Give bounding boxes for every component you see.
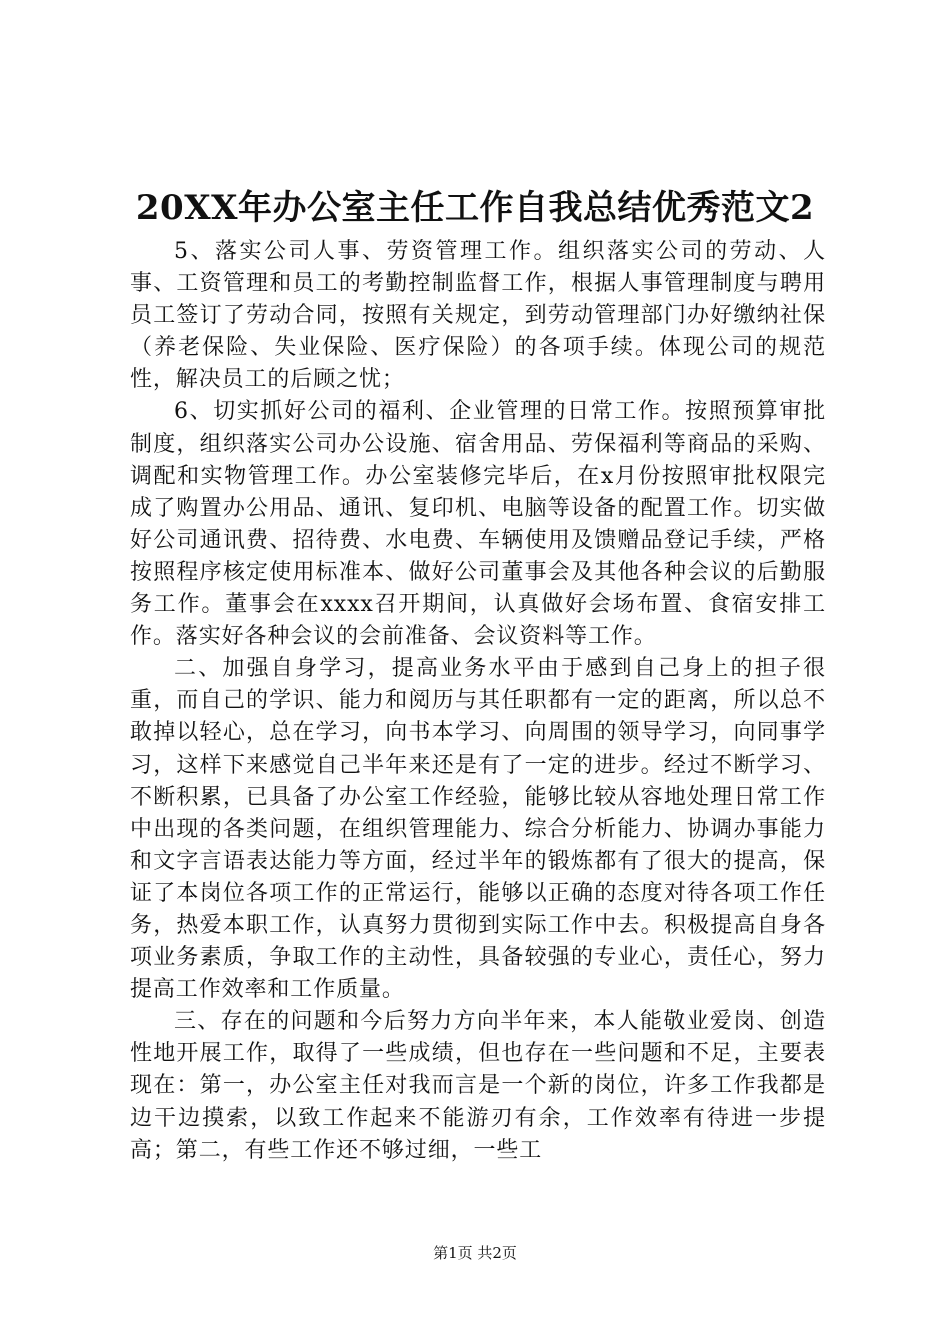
paragraph-section-3: 三、存在的问题和今后努力方向半年来，本人能敬业爱岗、创造性地开展工作，取得了一些成绩，但也存在一些问题和不足，主要表现在：第一，办公室主任对我而言是一个新的岗位，许多工作我都是边干边摸索，以致工作起来不能游刃有余，工作效率有待进一步提高；第二，有些工作还不够过细，一些工 [130,1009,826,1163]
document-body [130,236,826,1167]
paragraph-section-2: 二、加强自身学习，提高业务水平由于感到自己身上的担子很重，而自己的学识、能力和阅历与其任职都有一定的距离，所以总不敢掉以轻心，总在学习，向书本学习、向周围的领导学习，向同事学习，这样下来感觉自己半年来还是有了一定的进步。经过不断学习、不断积累，已具备了办公室工作经验，能够比较从容地处理日常工作中出现的各类问题，在组织管理能力、综合分析能力、协调办事能力和文字言语表达能力等方面，经过半年的锻炼都有了很大的提高，保证了本岗位各项工作的正常运行，能够以正确的态度对待各项工作任务，热爱本职工作，认真努力贯彻到实际工作中去。积极提高自身各项业务素质，争取工作的主动性，具备较强的专业心，责任心，努力提高工作效率和工作质量。 [130,656,826,1003]
paragraph-item-6: 6、切实抓好公司的福利、企业管理的日常工作。按照预算审批制度，组织落实公司办公设施、宿舍用品、劳保福利等商品的采购、调配和实物管理工作。办公室装修完毕后，在x月份按照审批权限完成了购置办公用品、通讯、复印机、电脑等设备的配置工作。切实做好公司通讯费、招待费、水电费、车辆使用及馈赠品登记手续，严格按照程序核定使用标准本、做好公司董事会及其他各种会议的后勤服务工作。董事会在xxxx召开期间，认真做好会场布置、食宿安排工作。落实好各种会议的会前准备、会议资料等工作。 [130,399,826,650]
paragraph-item-5: 5、落实公司人事、劳资管理工作。组织落实公司的劳动、人事、工资管理和员工的考勤控制监督工作，根据人事管理制度与聘用员工签订了劳动合同，按照有关规定，到劳动管理部门办好缴纳社保（养老保险、失业保险、医疗保险）的各项手续。体现公司的规范性，解决员工的后顾之忧； [130,239,826,393]
page-number-footer: 第1页 共2页 [433,1244,517,1262]
document-title: 20XX年办公室主任工作自我总结优秀范文2 [135,188,815,228]
